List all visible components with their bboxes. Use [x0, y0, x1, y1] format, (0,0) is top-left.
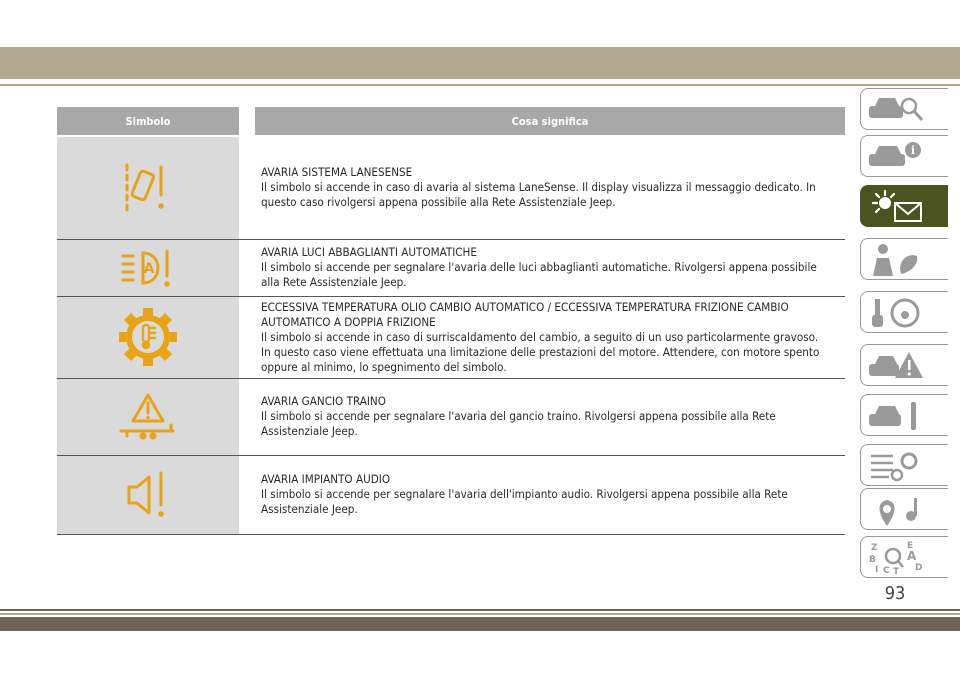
index-letter: E: [907, 541, 914, 551]
tab-safety[interactable]: [860, 238, 948, 280]
bottom-decorative-band: [0, 617, 960, 631]
row-text: Il simbolo si accende per segnalare l'avaria dell'impianto audio. Rivolgersi appena possibile alla Rete Assistenziale Jeep.: [261, 487, 788, 516]
table-row: [57, 378, 845, 455]
table-row: [57, 296, 845, 378]
index-icon: [867, 540, 927, 576]
bottom-divider: [0, 609, 960, 611]
technical-data-icon: [867, 448, 927, 484]
tab-car-search[interactable]: [860, 88, 948, 130]
index-letter: C: [883, 566, 890, 576]
description-cell: [255, 136, 845, 239]
top-divider: [0, 84, 960, 86]
tab-index[interactable]: [860, 536, 948, 578]
car-maintenance-icon: [867, 398, 927, 434]
symbol-cell: [57, 136, 239, 239]
bottom-divider: [0, 613, 960, 615]
warning-light-message-icon: [867, 189, 931, 225]
car-emergency-icon: [867, 348, 927, 384]
index-letter: D: [915, 563, 923, 573]
description-cell: [255, 239, 845, 296]
tab-technical-data[interactable]: [860, 444, 948, 486]
row-text: Il simbolo si accende in caso di surriscaldamento del cambio, a seguito di un uso particolarmente gravoso. In questo caso viene effettuata una limitazione delle prestazioni del motore. Attendere, con motore spento oppure al minimo, lo spegnimento del simbolo.: [261, 329, 820, 374]
car-info-icon: [867, 139, 927, 175]
header-gap: [239, 107, 255, 136]
tab-warning-lights[interactable]: [860, 185, 948, 227]
row-title: AVARIA SISTEMA LANESENSE: [261, 165, 413, 180]
symbol-cell: [57, 378, 239, 455]
index-letter: B: [869, 555, 876, 565]
svg-text:i: i: [910, 144, 916, 157]
lanesense-fault-icon: [119, 161, 177, 215]
top-decorative-band: [0, 47, 960, 79]
index-letter: I: [875, 565, 879, 575]
table-header-row: [57, 107, 845, 136]
row-title: AVARIA GANCIO TRAINO: [261, 394, 386, 408]
page-number: 93: [884, 583, 906, 604]
table-row: [57, 136, 845, 239]
audio-system-fault-icon: [123, 469, 173, 521]
multimedia-icon: [867, 492, 927, 528]
header-meaning: Cosa significa: [255, 107, 845, 136]
tab-multimedia[interactable]: [860, 488, 948, 530]
row-title: ECCESSIVA TEMPERATURA OLIO CAMBIO AUTOMATICO / ECCESSIVA TEMPERATURA FRIZIONE CAMBIO AUTOMATICO A DOPPIA FRIZIONE: [261, 299, 789, 329]
row-text: Il simbolo si accende per segnalare l'avaria delle luci abbaglianti automatiche. Rivolgersi appena possibile alla Rete Assistenziale Jeep.: [261, 260, 817, 289]
description-cell: [255, 455, 845, 534]
table-row: [57, 239, 845, 296]
tab-starting-driving[interactable]: [860, 291, 948, 333]
symbol-cell: [57, 455, 239, 534]
index-letter: A: [907, 549, 917, 563]
symbol-table: [57, 107, 845, 535]
symbol-cell: [57, 296, 239, 378]
auto-high-beam-fault-icon: [119, 247, 177, 289]
header-symbol: Simbolo: [57, 107, 239, 136]
passenger-safety-icon: [867, 242, 927, 278]
car-search-icon: [867, 92, 927, 128]
index-letter: Z: [871, 543, 878, 553]
description-cell: [255, 378, 845, 455]
key-steering-wheel-icon: [867, 295, 927, 331]
table-row: [57, 455, 845, 534]
description-cell: [255, 296, 845, 378]
row-text: Il simbolo si accende per segnalare l'avaria del gancio traino. Rivolgersi appena possibile alla Rete Assistenziale Jeep.: [261, 409, 776, 438]
tab-maintenance[interactable]: [860, 394, 948, 436]
tab-car-info[interactable]: [860, 135, 948, 177]
row-title: AVARIA LUCI ABBAGLIANTI AUTOMATICHE: [261, 245, 477, 259]
symbol-cell: [57, 239, 239, 296]
row-title: AVARIA IMPIANTO AUDIO: [261, 472, 391, 486]
index-letter: T: [893, 567, 900, 576]
trailer-hitch-fault-icon: [117, 392, 179, 442]
tab-emergency[interactable]: [860, 344, 948, 386]
svg-text:A: A: [143, 260, 155, 277]
row-text: Il simbolo si accende in caso di avaria al sistema LaneSense. Il display visualizza il messaggio dedicato. In questo caso rivolgersi appena possibile alla Rete Assistenziale Jeep.: [261, 180, 816, 210]
transmission-temperature-icon: [117, 306, 179, 368]
